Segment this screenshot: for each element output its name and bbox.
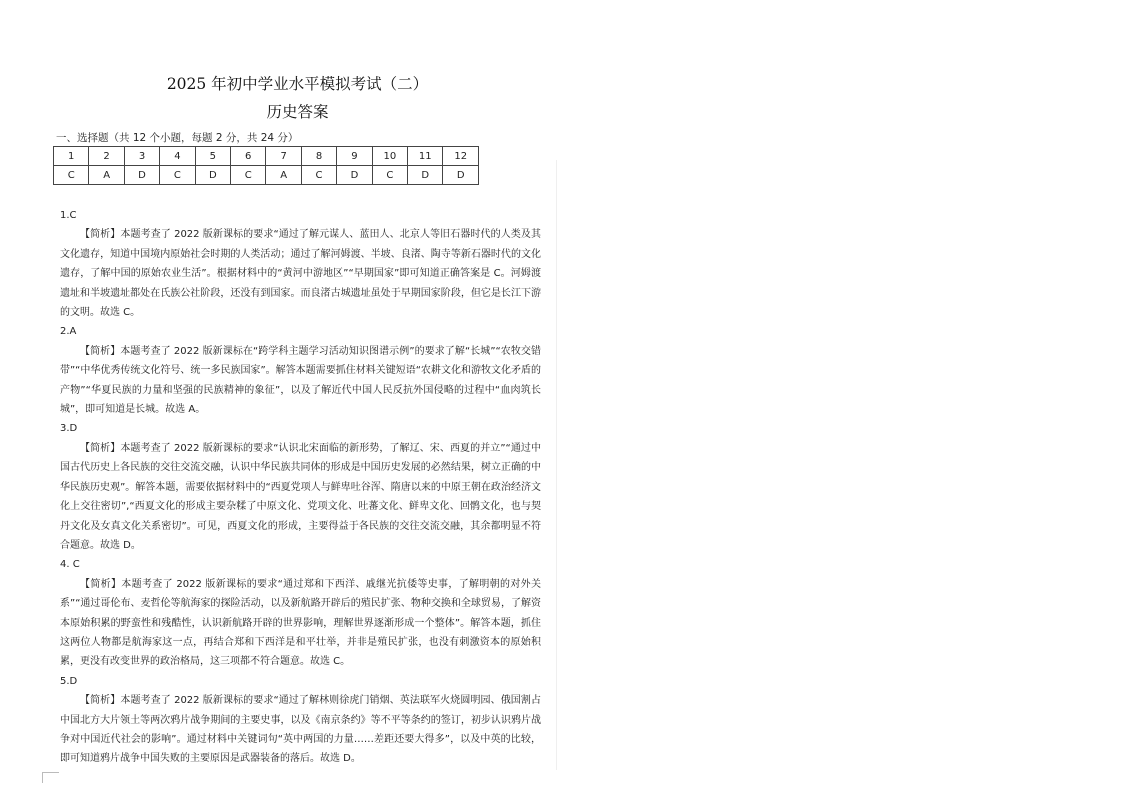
question-number: 6	[231, 147, 266, 166]
page-corner-mark	[42, 772, 59, 783]
question-number: 1	[54, 147, 89, 166]
answer-letter: C	[54, 166, 89, 185]
item-number: 1.C	[60, 210, 77, 221]
answer-letter: A	[266, 166, 301, 185]
explanations	[60, 206, 541, 769]
exam-title: 2025 年初中学业水平模拟考试（二）	[166, 75, 429, 93]
answer-letter: D	[124, 166, 159, 185]
answer-table-answers-row	[54, 166, 479, 185]
answer-table	[53, 146, 479, 185]
item-explanation: 【简析】本题考查了 2022 版新课标的要求“通过郑和下西洋、戚继光抗倭等史事，了解明朝的对外关系”“通过哥伦布、麦哲伦等航海家的探险活动，以及新航路开辟后的殖民扩张、物种交换和全球贸易，了解资本原始积累的野蛮性和残酷性，认识新航路开辟的世界影响，理解世界逐渐形成一个整体”。解答本题，抓住这两位人物都是航海家这一点，再结合郑和下西洋是和平壮举，并非是殖民扩张，也没有刺激资本的原始积累，更没有改变世界的政治格局，这三项都不符合题意。故选 C。	[60, 578, 541, 668]
item-number: 2.A	[60, 326, 77, 338]
answer-letter: A	[89, 166, 124, 185]
answer-letter: C	[301, 166, 336, 185]
question-number: 4	[160, 147, 195, 166]
question-number: 3	[124, 147, 159, 166]
answer-letter: D	[337, 166, 372, 185]
item-number: 3.D	[60, 423, 78, 435]
answer-letter: D	[408, 166, 443, 185]
page-divider	[556, 160, 557, 770]
item-explanation: 【简析】本题考查了 2022 版新课标的要求“通过了解元谋人、蓝田人、北京人等旧石器时代的人类及其文化遗存，知道中国境内原始社会时期的人类活动；通过了解河姆渡、半坡、良渚、陶寺等新石器时代的文化遗存，了解中国的原始农业生活”。根据材料中的“黄河中游地区”“早期国家”即可知道正确答案是 C。河姆渡遗址和半坡遗址都处在氏族公社阶段，还没有到国家。而良渚古城遗址虽处于早期国家阶段，但它是长江下游的文明。故选 C。	[60, 229, 541, 319]
section-heading: 一、选择题（共 12 个小题，每题 2 分，共 24 分）	[56, 132, 299, 144]
question-number: 10	[372, 147, 407, 166]
answer-letter: D	[443, 166, 479, 185]
exam-subtitle: 历史答案	[266, 103, 329, 121]
answer-letter: D	[195, 166, 230, 185]
item-number: 5.D	[60, 675, 78, 687]
question-number: 9	[337, 147, 372, 166]
question-number: 5	[195, 147, 230, 166]
item-number: 4. C	[60, 559, 80, 571]
question-number: 11	[408, 147, 443, 166]
item-explanation: 【简析】本题考查了 2022 版新课标的要求“认识北宋面临的新形势，了解辽、宋、西夏的并立”“通过中国古代历史上各民族的交往交流交融，认识中华民族共同体的形成是中国历史发展的必然结果，树立正确的中华民族历史观”。解答本题，需要依据材料中的“西夏党项人与鲜卑吐谷浑、隋唐以来的中原王朝在政治经济文化上交往密切”,“西夏文化的形成主要杂糅了中原文化、党项文化、吐蕃文化、鲜卑文化、回鹘文化，也与契丹文化及女真文化关系密切”。可见，西夏文化的形成，主要得益于各民族的交往交流交融，其余都明显不符合题意。故选 D。	[60, 442, 541, 551]
answer-table-numbers-row	[54, 147, 479, 166]
question-number: 7	[266, 147, 301, 166]
answer-letter: C	[160, 166, 195, 185]
item-explanation: 【简析】本题考查了 2022 版新课标在“跨学科主题学习活动知识图谱示例”的要求了解“长城”“农牧交错带”“中华优秀传统文化符号、统一多民族国家”。解答本题需要抓住材料关键短语“农耕文化和游牧文化矛盾的产物”“华夏民族的力量和坚强的民族精神的象征”，以及了解近代中国人民反抗外国侵略的过程中“血肉筑长城”，即可知道是长城。故选 A。	[60, 345, 541, 416]
answer-letter: C	[372, 166, 407, 185]
item-explanation: 【简析】本题考查了 2022 版新课标的要求“通过了解林则徐虎门销烟、英法联军火烧圆明园、俄国割占中国北方大片领土等两次鸦片战争期间的主要史事，以及《南京条约》等不平等条约的签订，初步认识鸦片战争对中国近代社会的影响”。通过材料中关键词句“英中两国的力量……差距还要大得多”，以及中英的比较，即可知道鸦片战争中国失败的主要原因是武器装备的落后。故选 D。	[60, 695, 541, 765]
answer-letter: C	[231, 166, 266, 185]
question-number: 12	[443, 147, 479, 166]
question-number: 2	[89, 147, 124, 166]
question-number: 8	[301, 147, 336, 166]
